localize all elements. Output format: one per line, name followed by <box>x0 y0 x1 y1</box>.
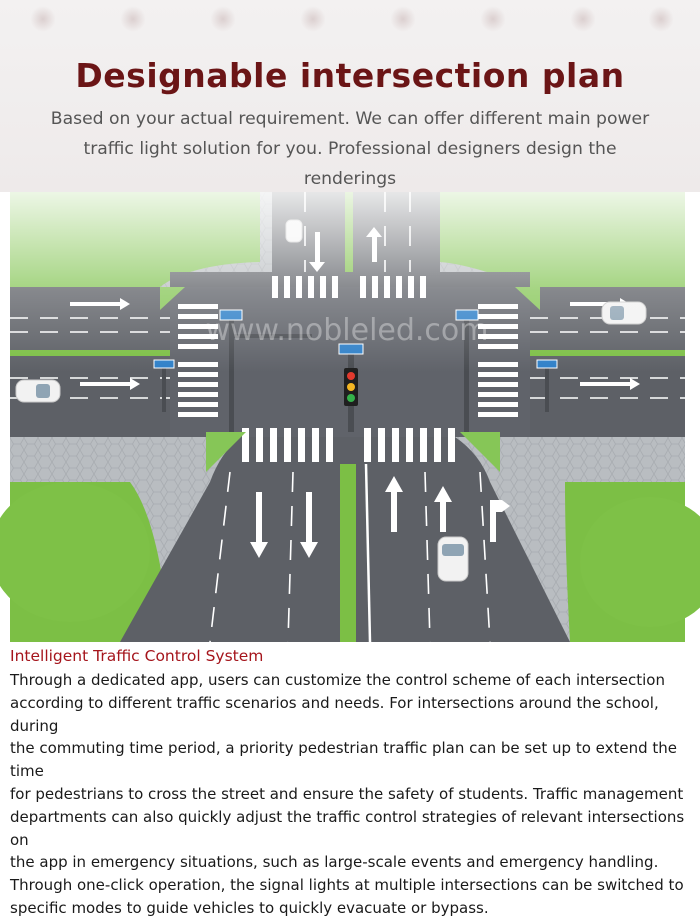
bokeh-decoration <box>390 6 416 32</box>
banner-title: Designable intersection plan <box>75 56 625 95</box>
intersection-illustration <box>10 192 685 642</box>
bokeh-decoration <box>570 6 596 32</box>
header-banner <box>0 0 700 192</box>
body-line: Through a dedicated app, users can customize the control scheme of each intersection <box>10 671 665 689</box>
body-line: the commuting time period, a priority pedestrian traffic plan can be set up to extend the time <box>10 739 678 781</box>
watermark: www.nobleled.com <box>205 313 489 348</box>
haze-overlay <box>10 192 685 642</box>
bokeh-decoration <box>300 6 326 32</box>
bokeh-decoration <box>210 6 236 32</box>
section-title: Intelligent Traffic Control System <box>10 647 264 665</box>
banner-subtitle-line: Based on your actual requirement. We can offer different main power <box>50 109 650 129</box>
intersection-rendering <box>10 192 685 642</box>
body-line: according to different traffic scenarios and needs. For intersections around the school, during <box>10 693 659 735</box>
bokeh-decoration <box>480 6 506 32</box>
bokeh-decoration <box>648 6 674 32</box>
body-line: Through one-click operation, the signal lights at multiple intersections can be switched to <box>10 876 684 895</box>
body-line: for pedestrians to cross the street and ensure the safety of students. Traffic management <box>10 784 684 803</box>
body-line: the app in emergency situations, such as large-scale events and emergency handling. <box>10 853 659 872</box>
body-line: specific modes to guide vehicles to quickly evacuate or bypass. <box>10 898 489 917</box>
bokeh-decoration <box>120 6 146 32</box>
banner-subtitle-line: traffic light solution for you. Professional designers design the renderings <box>83 139 617 189</box>
bokeh-decoration <box>30 6 56 32</box>
body-line: departments can also quickly adjust the traffic control strategies of relevant intersections on <box>10 807 685 849</box>
section-body <box>10 669 690 920</box>
